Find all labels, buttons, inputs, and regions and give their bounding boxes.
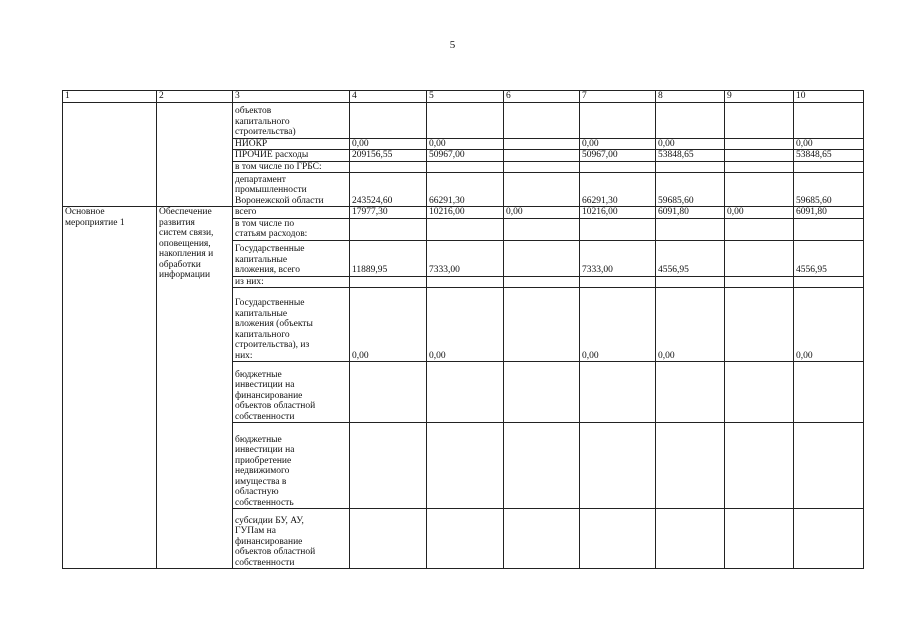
value-cell	[580, 509, 656, 569]
value-cell	[725, 161, 794, 173]
value-cell	[427, 161, 504, 173]
expense-label-cell: объектов капитального строительства)	[233, 102, 350, 138]
value-cell: 0,00	[580, 288, 656, 362]
expense-label-cell: бюджетные инвестиции на приобретение недвижимого имущества в областную собственность	[233, 423, 350, 509]
value-cell	[350, 161, 427, 173]
value-cell	[504, 102, 580, 138]
value-cell	[794, 276, 864, 288]
value-cell	[350, 276, 427, 288]
column-header: 1	[63, 91, 157, 103]
value-cell	[794, 509, 864, 569]
value-cell	[350, 423, 427, 509]
value-cell	[794, 161, 864, 173]
value-cell: 7333,00	[580, 240, 656, 276]
value-cell: 4556,95	[656, 240, 725, 276]
value-cell	[427, 423, 504, 509]
value-cell	[656, 276, 725, 288]
value-cell: 59685,60	[794, 173, 864, 207]
expense-label-cell: Государственные капитальные вложения, всего	[233, 240, 350, 276]
expense-label-cell: в том числе по ГРБС:	[233, 161, 350, 173]
value-cell	[794, 218, 864, 240]
value-cell	[725, 423, 794, 509]
value-cell	[504, 161, 580, 173]
expense-label-cell: всего	[233, 207, 350, 219]
column-header: 8	[656, 91, 725, 103]
expense-label-cell: департамент промышленности Воронежской области	[233, 173, 350, 207]
page-number: 5	[449, 39, 456, 51]
value-cell	[350, 218, 427, 240]
value-cell: 10216,00	[580, 207, 656, 219]
value-cell	[504, 240, 580, 276]
value-cell: 59685,60	[656, 173, 725, 207]
value-cell	[580, 102, 656, 138]
value-cell	[350, 362, 427, 423]
header-row	[63, 91, 864, 103]
value-cell: 53848,65	[656, 150, 725, 162]
value-cell	[656, 102, 725, 138]
expense-label-cell: из них:	[233, 276, 350, 288]
value-cell	[656, 161, 725, 173]
section-title-cell	[63, 102, 157, 207]
value-cell: 0,00	[350, 288, 427, 362]
value-cell: 0,00	[427, 288, 504, 362]
expense-label-cell: в том числе по статьям расходов:	[233, 218, 350, 240]
value-cell	[794, 423, 864, 509]
column-header: 4	[350, 91, 427, 103]
column-header: 10	[794, 91, 864, 103]
value-cell	[504, 150, 580, 162]
expense-label-cell: НИОКР	[233, 138, 350, 150]
value-cell	[656, 423, 725, 509]
value-cell	[504, 138, 580, 150]
column-header: 9	[725, 91, 794, 103]
value-cell: 6091,80	[794, 207, 864, 219]
column-header: 3	[233, 91, 350, 103]
expense-label-cell: субсидии БУ, АУ, ГУПам на финансирование объектов областной собственности	[233, 509, 350, 569]
value-cell	[350, 509, 427, 569]
value-cell	[725, 150, 794, 162]
budget-table	[62, 90, 864, 569]
value-cell	[504, 173, 580, 207]
expense-label-cell: ПРОЧИЕ расходы	[233, 150, 350, 162]
column-header: 6	[504, 91, 580, 103]
value-cell	[725, 509, 794, 569]
value-cell: 0,00	[504, 207, 580, 219]
value-cell: 11889,95	[350, 240, 427, 276]
value-cell: 10216,00	[427, 207, 504, 219]
value-cell: 53848,65	[794, 150, 864, 162]
value-cell	[427, 509, 504, 569]
value-cell	[427, 102, 504, 138]
value-cell	[725, 288, 794, 362]
value-cell: 50967,00	[580, 150, 656, 162]
value-cell	[427, 362, 504, 423]
value-cell: 17977,30	[350, 207, 427, 219]
value-cell	[427, 276, 504, 288]
value-cell	[504, 288, 580, 362]
value-cell: 243524,60	[350, 173, 427, 207]
value-cell: 0,00	[580, 138, 656, 150]
table-body	[63, 91, 864, 569]
value-cell	[580, 423, 656, 509]
value-cell	[504, 362, 580, 423]
value-cell: 0,00	[725, 207, 794, 219]
value-cell: 4556,95	[794, 240, 864, 276]
column-header: 7	[580, 91, 656, 103]
value-cell: 6091,80	[656, 207, 725, 219]
value-cell	[794, 102, 864, 138]
value-cell: 66291,30	[580, 173, 656, 207]
section-description-cell	[157, 102, 233, 207]
section-title-cell: Основное мероприятие 1	[63, 207, 157, 569]
value-cell	[504, 509, 580, 569]
value-cell	[580, 218, 656, 240]
value-cell: 0,00	[656, 288, 725, 362]
value-cell	[350, 102, 427, 138]
value-cell: 66291,30	[427, 173, 504, 207]
value-cell: 0,00	[794, 288, 864, 362]
value-cell	[725, 218, 794, 240]
value-cell: 0,00	[350, 138, 427, 150]
value-cell: 209156,55	[350, 150, 427, 162]
value-cell	[725, 240, 794, 276]
value-cell	[656, 218, 725, 240]
column-header: 2	[157, 91, 233, 103]
value-cell	[725, 276, 794, 288]
value-cell: 50967,00	[427, 150, 504, 162]
value-cell: 0,00	[656, 138, 725, 150]
value-cell	[656, 509, 725, 569]
value-cell	[725, 173, 794, 207]
value-cell	[580, 276, 656, 288]
value-cell	[580, 362, 656, 423]
value-cell	[725, 102, 794, 138]
value-cell	[427, 218, 504, 240]
value-cell	[725, 138, 794, 150]
value-cell	[794, 362, 864, 423]
table-row	[63, 102, 864, 138]
value-cell	[656, 362, 725, 423]
expense-label-cell: бюджетные инвестиции на финансирование объектов областной собственности	[233, 362, 350, 423]
value-cell	[504, 423, 580, 509]
column-header: 5	[427, 91, 504, 103]
value-cell: 0,00	[794, 138, 864, 150]
value-cell	[725, 362, 794, 423]
table-row	[63, 207, 864, 219]
expense-label-cell: Государственные капитальные вложения (объекты капитального строительства), из них:	[233, 288, 350, 362]
section-description-cell: Обеспечение развития систем связи, оповещения, накопления и обработки информации	[157, 207, 233, 569]
value-cell: 0,00	[427, 138, 504, 150]
value-cell	[580, 161, 656, 173]
value-cell: 7333,00	[427, 240, 504, 276]
value-cell	[504, 218, 580, 240]
value-cell	[504, 276, 580, 288]
